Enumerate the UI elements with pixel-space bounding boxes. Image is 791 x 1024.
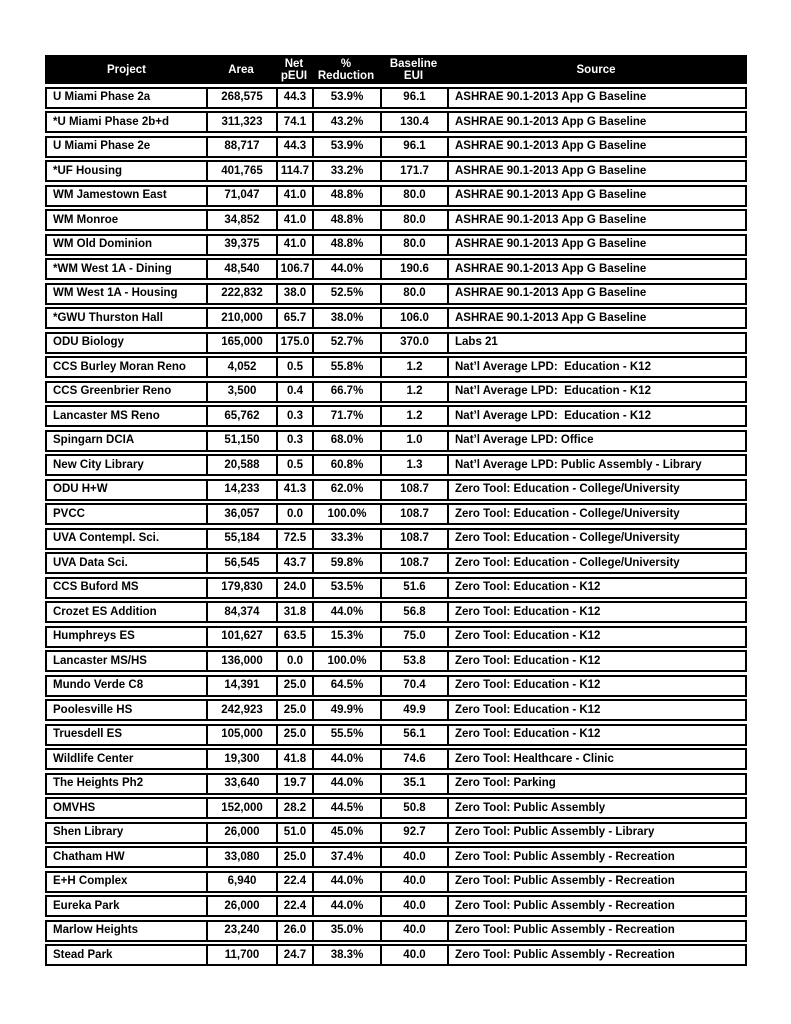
table-row	[45, 724, 747, 746]
cell-net-peui: 114.7	[276, 162, 312, 180]
cell-net-peui: 28.2	[276, 799, 312, 817]
table-row	[45, 430, 747, 452]
table-row	[45, 258, 747, 280]
table-row	[45, 601, 747, 623]
cell-source: Zero Tool: Education - College/University	[447, 505, 745, 523]
cell-pct-reduction: 37.4%	[312, 848, 380, 866]
cell-area: 71,047	[206, 187, 276, 205]
cell-baseline-eui: 1.0	[380, 432, 447, 450]
cell-net-peui: 74.1	[276, 113, 312, 131]
cell-net-peui: 41.0	[276, 236, 312, 254]
cell-source: Zero Tool: Education - College/University	[447, 554, 745, 572]
cell-project: Poolesville HS	[53, 703, 133, 716]
cell-source: Zero Tool: Education - K12	[447, 628, 745, 646]
table-row	[45, 185, 747, 207]
cell-source: Labs 21	[447, 334, 745, 352]
cell-pct-reduction: 44.0%	[312, 603, 380, 621]
cell-source: Zero Tool: Education - K12	[447, 726, 745, 744]
cell-project: *U Miami Phase 2b+d	[53, 115, 169, 128]
cell-net-peui: 72.5	[276, 530, 312, 548]
cell-net-peui: 0.5	[276, 456, 312, 474]
table-row	[45, 699, 747, 721]
cell-net-peui: 24.0	[276, 579, 312, 597]
cell-baseline-eui: 108.7	[380, 505, 447, 523]
cell-pct-reduction: 64.5%	[312, 677, 380, 695]
col-header-baseline-eui: Baseline EUI	[389, 57, 438, 82]
cell-area: 88,717	[206, 138, 276, 156]
cell-source: ASHRAE 90.1-2013 App G Baseline	[447, 309, 745, 327]
cell-baseline-eui: 80.0	[380, 285, 447, 303]
cell-source: Nat’l Average LPD: Education - K12	[447, 407, 745, 425]
table-row	[45, 773, 747, 795]
cell-source: Zero Tool: Public Assembly - Recreation	[447, 946, 745, 964]
col-header-project: Project	[107, 63, 146, 76]
cell-baseline-eui: 1.2	[380, 407, 447, 425]
cell-source: Nat’l Average LPD: Education - K12	[447, 358, 745, 376]
cell-source: Zero Tool: Education - K12	[447, 652, 745, 670]
col-header-area: Area	[228, 63, 254, 76]
cell-source: Nat’l Average LPD: Office	[447, 432, 745, 450]
cell-pct-reduction: 53.5%	[312, 579, 380, 597]
cell-baseline-eui: 96.1	[380, 89, 447, 107]
cell-baseline-eui: 80.0	[380, 236, 447, 254]
cell-baseline-eui: 370.0	[380, 334, 447, 352]
cell-area: 56,545	[206, 554, 276, 572]
cell-area: 6,940	[206, 873, 276, 891]
table-row	[45, 405, 747, 427]
projects-eui-table	[45, 55, 747, 966]
cell-baseline-eui: 51.6	[380, 579, 447, 597]
cell-source: Zero Tool: Education - K12	[447, 579, 745, 597]
cell-baseline-eui: 171.7	[380, 162, 447, 180]
cell-source: ASHRAE 90.1-2013 App G Baseline	[447, 211, 745, 229]
table-row	[45, 87, 747, 109]
cell-source: ASHRAE 90.1-2013 App G Baseline	[447, 236, 745, 254]
cell-net-peui: 41.3	[276, 481, 312, 499]
cell-project: Shen Library	[53, 826, 124, 838]
cell-pct-reduction: 43.2%	[312, 113, 380, 131]
cell-project: Stead Park	[53, 948, 113, 961]
cell-net-peui: 41.8	[276, 750, 312, 768]
cell-project: Eureka Park	[53, 899, 120, 912]
cell-baseline-eui: 70.4	[380, 677, 447, 695]
table-header-row	[45, 55, 747, 84]
cell-pct-reduction: 100.0%	[312, 505, 380, 523]
cell-source: Zero Tool: Education - K12	[447, 603, 745, 621]
cell-pct-reduction: 44.0%	[312, 260, 380, 278]
cell-net-peui: 44.3	[276, 138, 312, 156]
cell-area: 26,000	[206, 824, 276, 842]
cell-area: 11,700	[206, 946, 276, 964]
cell-baseline-eui: 1.3	[380, 456, 447, 474]
cell-pct-reduction: 38.0%	[312, 309, 380, 327]
table-row	[45, 626, 747, 648]
cell-source: Nat’l Average LPD: Education - K12	[447, 383, 745, 401]
cell-baseline-eui: 53.8	[380, 652, 447, 670]
cell-net-peui: 0.5	[276, 358, 312, 376]
cell-area: 33,080	[206, 848, 276, 866]
cell-area: 105,000	[206, 726, 276, 744]
cell-baseline-eui: 80.0	[380, 187, 447, 205]
table-row	[45, 675, 747, 697]
cell-project: U Miami Phase 2e	[53, 140, 151, 152]
table-row	[45, 356, 747, 378]
cell-source: ASHRAE 90.1-2013 App G Baseline	[447, 260, 745, 278]
cell-pct-reduction: 48.8%	[312, 211, 380, 229]
cell-baseline-eui: 74.6	[380, 750, 447, 768]
cell-area: 242,923	[206, 701, 276, 719]
cell-area: 19,300	[206, 750, 276, 768]
cell-baseline-eui: 1.2	[380, 358, 447, 376]
cell-project: WM Monroe	[53, 213, 119, 226]
cell-source: ASHRAE 90.1-2013 App G Baseline	[447, 89, 745, 107]
cell-net-peui: 25.0	[276, 848, 312, 866]
cell-net-peui: 31.8	[276, 603, 312, 621]
cell-pct-reduction: 45.0%	[312, 824, 380, 842]
col-header-source: Source	[576, 63, 616, 76]
cell-baseline-eui: 1.2	[380, 383, 447, 401]
cell-project: OMVHS	[53, 801, 96, 814]
cell-project: UVA Data Sci.	[53, 556, 128, 569]
cell-baseline-eui: 40.0	[380, 922, 447, 940]
table-row	[45, 454, 747, 476]
cell-pct-reduction: 52.7%	[312, 334, 380, 352]
cell-project: Truesdell ES	[53, 728, 123, 740]
cell-area: 65,762	[206, 407, 276, 425]
cell-net-peui: 0.4	[276, 383, 312, 401]
cell-pct-reduction: 68.0%	[312, 432, 380, 450]
cell-pct-reduction: 53.9%	[312, 138, 380, 156]
cell-project: *WM West 1A - Dining	[53, 262, 172, 275]
cell-pct-reduction: 62.0%	[312, 481, 380, 499]
table-row	[45, 381, 747, 403]
cell-pct-reduction: 53.9%	[312, 89, 380, 107]
cell-pct-reduction: 44.5%	[312, 799, 380, 817]
cell-area: 401,765	[206, 162, 276, 180]
cell-source: Zero Tool: Public Assembly - Recreation	[447, 897, 745, 915]
cell-net-peui: 26.0	[276, 922, 312, 940]
cell-baseline-eui: 106.0	[380, 309, 447, 327]
table-row	[45, 748, 747, 770]
cell-area: 14,233	[206, 481, 276, 499]
cell-net-peui: 63.5	[276, 628, 312, 646]
cell-pct-reduction: 48.8%	[312, 187, 380, 205]
cell-baseline-eui: 35.1	[380, 775, 447, 793]
cell-area: 210,000	[206, 309, 276, 327]
cell-pct-reduction: 33.2%	[312, 162, 380, 180]
cell-source: Zero Tool: Education - K12	[447, 677, 745, 695]
cell-area: 165,000	[206, 334, 276, 352]
cell-source: Zero Tool: Public Assembly	[447, 799, 745, 817]
cell-baseline-eui: 56.1	[380, 726, 447, 744]
cell-baseline-eui: 75.0	[380, 628, 447, 646]
cell-area: 311,323	[206, 113, 276, 131]
cell-pct-reduction: 52.5%	[312, 285, 380, 303]
cell-area: 84,374	[206, 603, 276, 621]
cell-area: 33,640	[206, 775, 276, 793]
cell-project: New City Library	[53, 458, 144, 471]
table-row	[45, 822, 747, 844]
cell-area: 23,240	[206, 922, 276, 940]
cell-pct-reduction: 55.5%	[312, 726, 380, 744]
table-row	[45, 577, 747, 599]
cell-pct-reduction: 44.0%	[312, 873, 380, 891]
cell-area: 55,184	[206, 530, 276, 548]
cell-source: Nat’l Average LPD: Public Assembly - Library	[447, 456, 745, 474]
cell-area: 222,832	[206, 285, 276, 303]
cell-project: CCS Buford MS	[53, 581, 139, 593]
cell-net-peui: 0.3	[276, 407, 312, 425]
cell-baseline-eui: 96.1	[380, 138, 447, 156]
table-row	[45, 136, 747, 158]
cell-baseline-eui: 56.8	[380, 603, 447, 621]
cell-baseline-eui: 80.0	[380, 211, 447, 229]
cell-baseline-eui: 40.0	[380, 946, 447, 964]
cell-pct-reduction: 59.8%	[312, 554, 380, 572]
cell-net-peui: 19.7	[276, 775, 312, 793]
cell-baseline-eui: 108.7	[380, 530, 447, 548]
cell-net-peui: 0.0	[276, 652, 312, 670]
table-row	[45, 332, 747, 354]
cell-project: *GWU Thurston Hall	[53, 311, 163, 324]
cell-project: Spingarn DCIA	[53, 434, 135, 446]
cell-area: 26,000	[206, 897, 276, 915]
cell-net-peui: 0.3	[276, 432, 312, 450]
cell-project: WM Jamestown East	[53, 189, 167, 201]
cell-area: 179,830	[206, 579, 276, 597]
cell-source: ASHRAE 90.1-2013 App G Baseline	[447, 138, 745, 156]
cell-pct-reduction: 35.0%	[312, 922, 380, 940]
table-row	[45, 234, 747, 256]
cell-project: Mundo Verde C8	[53, 679, 144, 691]
cell-net-peui: 106.7	[276, 260, 312, 278]
col-header-net-peui: Net pEUI	[280, 57, 308, 82]
cell-source: Zero Tool: Education - College/University	[447, 530, 745, 548]
cell-area: 268,575	[206, 89, 276, 107]
cell-source: Zero Tool: Public Assembly - Recreation	[447, 848, 745, 866]
cell-net-peui: 0.0	[276, 505, 312, 523]
cell-source: Zero Tool: Education - K12	[447, 701, 745, 719]
table-row	[45, 797, 747, 819]
table-row	[45, 307, 747, 329]
cell-net-peui: 41.0	[276, 187, 312, 205]
cell-area: 48,540	[206, 260, 276, 278]
cell-area: 34,852	[206, 211, 276, 229]
table-row	[45, 846, 747, 868]
cell-pct-reduction: 44.0%	[312, 750, 380, 768]
cell-project: CCS Greenbrier Reno	[53, 385, 172, 397]
cell-source: ASHRAE 90.1-2013 App G Baseline	[447, 113, 745, 131]
cell-net-peui: 25.0	[276, 677, 312, 695]
cell-source: Zero Tool: Public Assembly - Recreation	[447, 873, 745, 891]
cell-project: Lancaster MS/HS	[53, 654, 147, 667]
cell-baseline-eui: 40.0	[380, 873, 447, 891]
table-row	[45, 944, 747, 966]
cell-source: Zero Tool: Healthcare - Clinic	[447, 750, 745, 768]
cell-project: U Miami Phase 2a	[53, 91, 151, 103]
cell-pct-reduction: 100.0%	[312, 652, 380, 670]
table-row	[45, 160, 747, 182]
cell-baseline-eui: 130.4	[380, 113, 447, 131]
cell-area: 36,057	[206, 505, 276, 523]
cell-area: 3,500	[206, 383, 276, 401]
cell-project: UVA Contempl. Sci.	[53, 532, 160, 544]
cell-net-peui: 38.0	[276, 285, 312, 303]
cell-project: *UF Housing	[53, 164, 122, 177]
cell-pct-reduction: 33.3%	[312, 530, 380, 548]
table-row	[45, 479, 747, 501]
cell-net-peui: 43.7	[276, 554, 312, 572]
cell-project: WM West 1A - Housing	[53, 287, 178, 299]
cell-project: Marlow Heights	[53, 924, 138, 936]
cell-net-peui: 25.0	[276, 726, 312, 744]
cell-baseline-eui: 190.6	[380, 260, 447, 278]
cell-project: ODU H+W	[53, 483, 108, 495]
cell-source: Zero Tool: Public Assembly - Library	[447, 824, 745, 842]
cell-area: 39,375	[206, 236, 276, 254]
cell-pct-reduction: 71.7%	[312, 407, 380, 425]
cell-project: The Heights Ph2	[53, 777, 144, 789]
table-row	[45, 552, 747, 574]
cell-project: WM Old Dominion	[53, 238, 153, 250]
cell-net-peui: 44.3	[276, 89, 312, 107]
cell-project: ODU Biology	[53, 336, 124, 348]
cell-project: Lancaster MS Reno	[53, 409, 160, 422]
cell-baseline-eui: 49.9	[380, 701, 447, 719]
cell-area: 51,150	[206, 432, 276, 450]
table-row	[45, 528, 747, 550]
cell-area: 20,588	[206, 456, 276, 474]
col-header-pct-reduction: % Reduction	[317, 57, 375, 82]
cell-baseline-eui: 50.8	[380, 799, 447, 817]
cell-net-peui: 24.7	[276, 946, 312, 964]
cell-pct-reduction: 44.0%	[312, 775, 380, 793]
cell-pct-reduction: 15.3%	[312, 628, 380, 646]
cell-baseline-eui: 108.7	[380, 554, 447, 572]
cell-project: PVCC	[53, 507, 85, 520]
cell-baseline-eui: 40.0	[380, 848, 447, 866]
cell-area: 152,000	[206, 799, 276, 817]
table-row	[45, 283, 747, 305]
cell-project: Humphreys ES	[53, 630, 135, 642]
cell-area: 136,000	[206, 652, 276, 670]
cell-project: Crozet ES Addition	[53, 605, 157, 618]
cell-pct-reduction: 55.8%	[312, 358, 380, 376]
cell-net-peui: 25.0	[276, 701, 312, 719]
cell-baseline-eui: 40.0	[380, 897, 447, 915]
cell-project: Wildlife Center	[53, 752, 134, 765]
cell-source: Zero Tool: Education - College/University	[447, 481, 745, 499]
cell-project: CCS Burley Moran Reno	[53, 360, 186, 373]
cell-baseline-eui: 92.7	[380, 824, 447, 842]
cell-source: ASHRAE 90.1-2013 App G Baseline	[447, 285, 745, 303]
cell-net-peui: 22.4	[276, 873, 312, 891]
table-row	[45, 111, 747, 133]
table-row	[45, 895, 747, 917]
cell-area: 4,052	[206, 358, 276, 376]
cell-pct-reduction: 44.0%	[312, 897, 380, 915]
cell-net-peui: 51.0	[276, 824, 312, 842]
cell-source: ASHRAE 90.1-2013 App G Baseline	[447, 162, 745, 180]
cell-source: Zero Tool: Public Assembly - Recreation	[447, 922, 745, 940]
table-row	[45, 503, 747, 525]
cell-source: Zero Tool: Parking	[447, 775, 745, 793]
table-row	[45, 650, 747, 672]
cell-project: E+H Complex	[53, 875, 128, 887]
table-row	[45, 209, 747, 231]
cell-pct-reduction: 48.8%	[312, 236, 380, 254]
table-row	[45, 871, 747, 893]
cell-baseline-eui: 108.7	[380, 481, 447, 499]
cell-pct-reduction: 66.7%	[312, 383, 380, 401]
cell-pct-reduction: 38.3%	[312, 946, 380, 964]
cell-project: Chatham HW	[53, 850, 125, 863]
cell-net-peui: 65.7	[276, 309, 312, 327]
cell-pct-reduction: 60.8%	[312, 456, 380, 474]
table-row	[45, 920, 747, 942]
cell-source: ASHRAE 90.1-2013 App G Baseline	[447, 187, 745, 205]
cell-area: 101,627	[206, 628, 276, 646]
cell-net-peui: 41.0	[276, 211, 312, 229]
cell-pct-reduction: 49.9%	[312, 701, 380, 719]
cell-area: 14,391	[206, 677, 276, 695]
cell-net-peui: 175.0	[276, 334, 312, 352]
cell-net-peui: 22.4	[276, 897, 312, 915]
